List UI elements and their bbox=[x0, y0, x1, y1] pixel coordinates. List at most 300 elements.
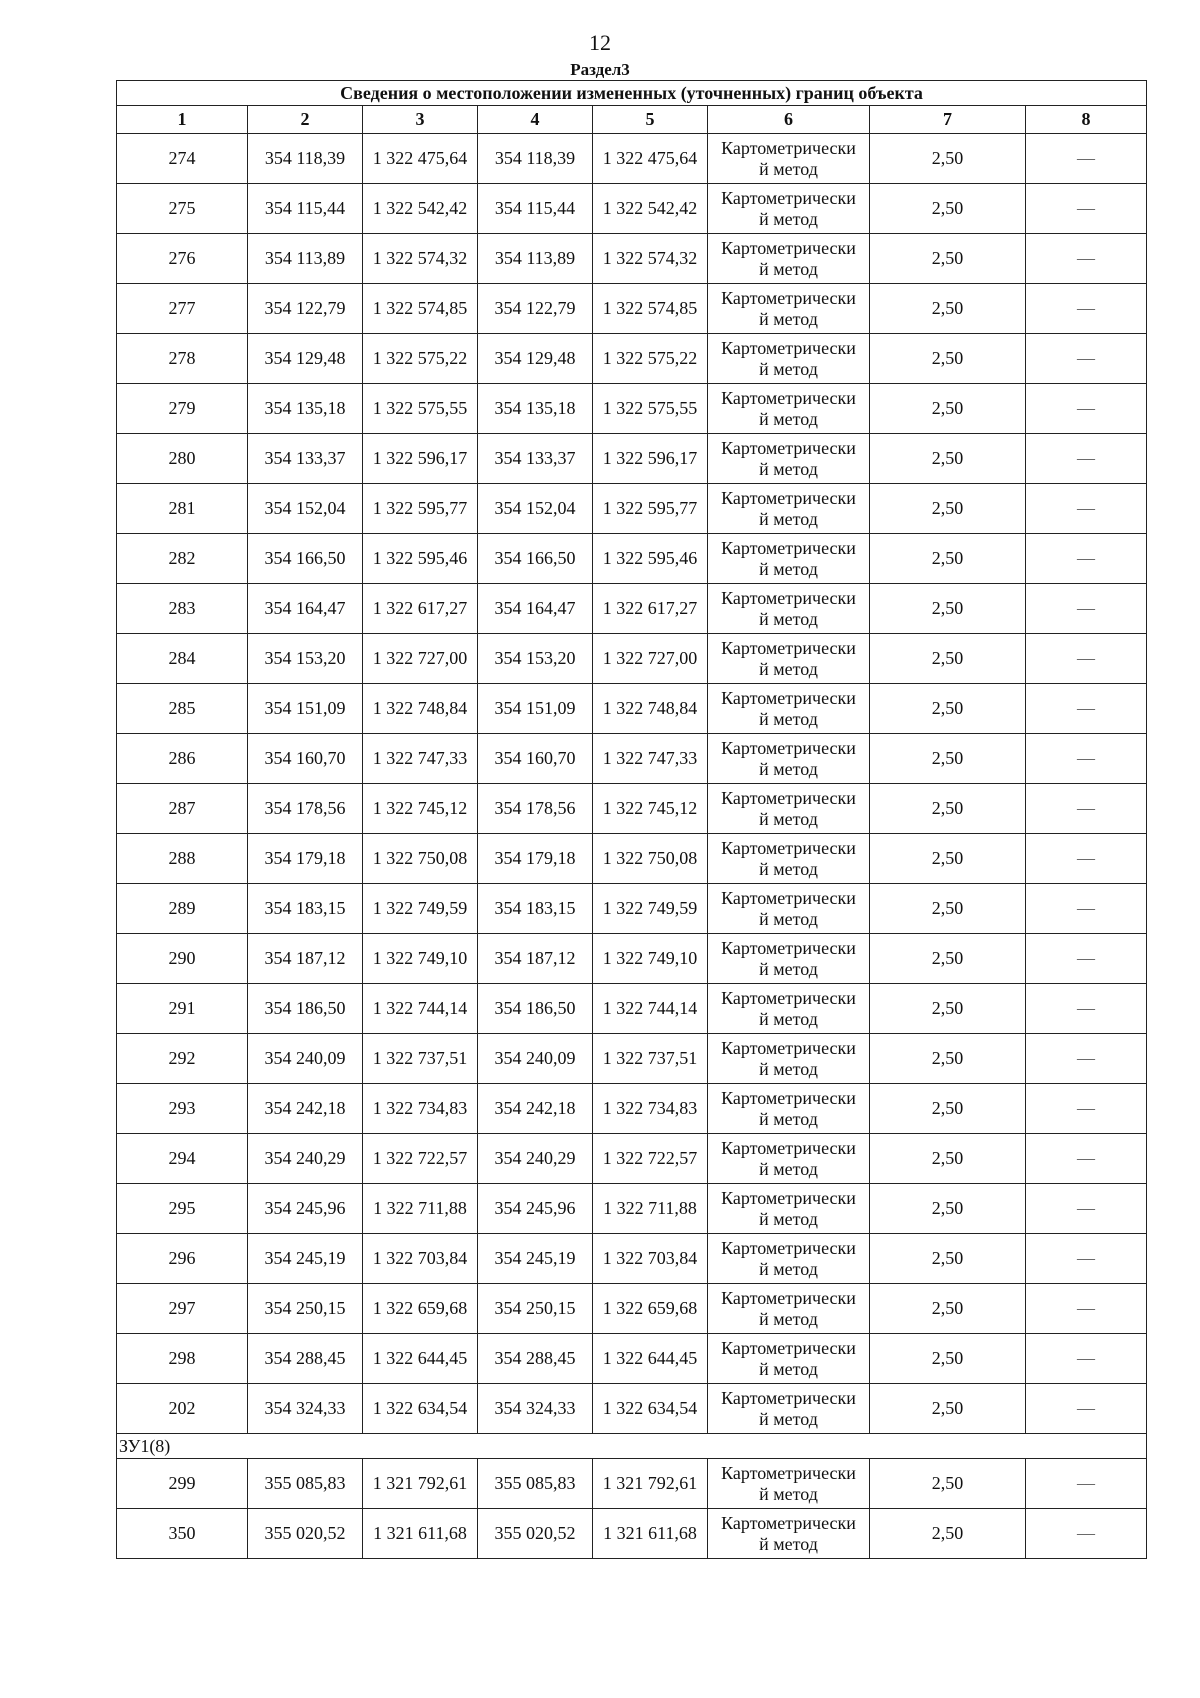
x-new-cell: 354 240,29 bbox=[478, 1134, 593, 1184]
method-cell bbox=[708, 1284, 870, 1334]
table-row bbox=[117, 1134, 1147, 1184]
table-row bbox=[117, 284, 1147, 334]
point-number-cell: 276 bbox=[117, 234, 248, 284]
y-old-cell: 1 322 737,51 bbox=[363, 1034, 478, 1084]
y-new-cell: 1 322 575,22 bbox=[593, 334, 708, 384]
description-cell: — bbox=[1026, 784, 1147, 834]
method-line-2: й метод bbox=[759, 358, 818, 379]
method-line-2: й метод bbox=[759, 708, 818, 729]
x-new-cell: 354 245,96 bbox=[478, 1184, 593, 1234]
point-number-cell: 283 bbox=[117, 584, 248, 634]
x-old-cell: 354 115,44 bbox=[248, 184, 363, 234]
point-number-cell: 275 bbox=[117, 184, 248, 234]
description-cell: — bbox=[1026, 984, 1147, 1034]
point-number-cell: 350 bbox=[117, 1509, 248, 1559]
accuracy-cell: 2,50 bbox=[870, 134, 1026, 184]
point-number-cell: 297 bbox=[117, 1284, 248, 1334]
method-line-2: й метод bbox=[759, 458, 818, 479]
y-new-cell: 1 322 734,83 bbox=[593, 1084, 708, 1134]
x-new-cell: 354 153,20 bbox=[478, 634, 593, 684]
method-cell bbox=[708, 1184, 870, 1234]
y-new-cell: 1 322 727,00 bbox=[593, 634, 708, 684]
y-old-cell: 1 322 634,54 bbox=[363, 1384, 478, 1434]
accuracy-cell: 2,50 bbox=[870, 1334, 1026, 1384]
method-line-2: й метод bbox=[759, 1258, 818, 1279]
point-number-cell: 295 bbox=[117, 1184, 248, 1234]
method-cell bbox=[708, 884, 870, 934]
column-header-5: 5 bbox=[593, 106, 708, 134]
method-line-1: Картометрически bbox=[721, 1087, 856, 1108]
method-line-1: Картометрически bbox=[721, 187, 856, 208]
table-row bbox=[117, 1284, 1147, 1334]
y-old-cell: 1 322 748,84 bbox=[363, 684, 478, 734]
table-title: Сведения о местоположении измененных (уточненных) границ объекта bbox=[117, 81, 1147, 106]
y-new-cell: 1 322 744,14 bbox=[593, 984, 708, 1034]
x-new-cell: 354 166,50 bbox=[478, 534, 593, 584]
accuracy-cell: 2,50 bbox=[870, 484, 1026, 534]
description-cell: — bbox=[1026, 634, 1147, 684]
method-cell bbox=[708, 384, 870, 434]
x-old-cell: 354 129,48 bbox=[248, 334, 363, 384]
description-cell: — bbox=[1026, 1084, 1147, 1134]
x-old-cell: 355 085,83 bbox=[248, 1459, 363, 1509]
x-new-cell: 354 250,15 bbox=[478, 1284, 593, 1334]
y-new-cell: 1 322 745,12 bbox=[593, 784, 708, 834]
method-line-1: Картометрически bbox=[721, 1512, 856, 1533]
point-number-cell: 284 bbox=[117, 634, 248, 684]
y-new-cell: 1 322 595,77 bbox=[593, 484, 708, 534]
table-row bbox=[117, 1459, 1147, 1509]
description-cell: — bbox=[1026, 684, 1147, 734]
accuracy-cell: 2,50 bbox=[870, 884, 1026, 934]
accuracy-cell: 2,50 bbox=[870, 584, 1026, 634]
table-row bbox=[117, 884, 1147, 934]
x-old-cell: 354 179,18 bbox=[248, 834, 363, 884]
method-cell bbox=[708, 334, 870, 384]
x-old-cell: 354 187,12 bbox=[248, 934, 363, 984]
y-old-cell: 1 322 542,42 bbox=[363, 184, 478, 234]
y-old-cell: 1 322 595,77 bbox=[363, 484, 478, 534]
y-old-cell: 1 322 727,00 bbox=[363, 634, 478, 684]
y-old-cell: 1 322 747,33 bbox=[363, 734, 478, 784]
y-old-cell: 1 322 750,08 bbox=[363, 834, 478, 884]
method-line-2: й метод bbox=[759, 1408, 818, 1429]
x-new-cell: 354 133,37 bbox=[478, 434, 593, 484]
x-new-cell: 354 118,39 bbox=[478, 134, 593, 184]
y-new-cell: 1 321 792,61 bbox=[593, 1459, 708, 1509]
x-old-cell: 354 242,18 bbox=[248, 1084, 363, 1134]
x-old-cell: 355 020,52 bbox=[248, 1509, 363, 1559]
table-row bbox=[117, 534, 1147, 584]
y-old-cell: 1 321 792,61 bbox=[363, 1459, 478, 1509]
method-line-2: й метод bbox=[759, 208, 818, 229]
method-line-2: й метод bbox=[759, 658, 818, 679]
method-line-1: Картометрически bbox=[721, 137, 856, 158]
method-line-1: Картометрически bbox=[721, 937, 856, 958]
table-row bbox=[117, 1234, 1147, 1284]
method-cell bbox=[708, 684, 870, 734]
method-line-2: й метод bbox=[759, 408, 818, 429]
description-cell: — bbox=[1026, 384, 1147, 434]
column-header-4: 4 bbox=[478, 106, 593, 134]
table-row bbox=[117, 234, 1147, 284]
y-new-cell: 1 322 747,33 bbox=[593, 734, 708, 784]
x-new-cell: 354 122,79 bbox=[478, 284, 593, 334]
accuracy-cell: 2,50 bbox=[870, 284, 1026, 334]
accuracy-cell: 2,50 bbox=[870, 684, 1026, 734]
section-label: Раздел3 bbox=[570, 60, 630, 79]
x-new-cell: 354 113,89 bbox=[478, 234, 593, 284]
point-number-cell: 282 bbox=[117, 534, 248, 584]
y-old-cell: 1 322 575,55 bbox=[363, 384, 478, 434]
y-new-cell: 1 322 722,57 bbox=[593, 1134, 708, 1184]
description-cell: — bbox=[1026, 884, 1147, 934]
point-number-cell: 289 bbox=[117, 884, 248, 934]
x-old-cell: 354 164,47 bbox=[248, 584, 363, 634]
method-line-1: Картометрически bbox=[721, 737, 856, 758]
y-new-cell: 1 322 748,84 bbox=[593, 684, 708, 734]
method-line-2: й метод bbox=[759, 258, 818, 279]
method-line-1: Картометрически bbox=[721, 237, 856, 258]
x-old-cell: 354 245,96 bbox=[248, 1184, 363, 1234]
accuracy-cell: 2,50 bbox=[870, 834, 1026, 884]
y-new-cell: 1 322 595,46 bbox=[593, 534, 708, 584]
y-new-cell: 1 322 703,84 bbox=[593, 1234, 708, 1284]
table-row bbox=[117, 1184, 1147, 1234]
y-old-cell: 1 322 749,59 bbox=[363, 884, 478, 934]
point-number-cell: 292 bbox=[117, 1034, 248, 1084]
description-cell: — bbox=[1026, 284, 1147, 334]
accuracy-cell: 2,50 bbox=[870, 234, 1026, 284]
table-row bbox=[117, 634, 1147, 684]
description-cell: — bbox=[1026, 584, 1147, 634]
description-cell: — bbox=[1026, 1134, 1147, 1184]
accuracy-cell: 2,50 bbox=[870, 384, 1026, 434]
x-new-cell: 354 129,48 bbox=[478, 334, 593, 384]
method-line-1: Картометрически bbox=[721, 1137, 856, 1158]
accuracy-cell: 2,50 bbox=[870, 184, 1026, 234]
group-row bbox=[117, 1434, 1147, 1459]
column-header-2: 2 bbox=[248, 106, 363, 134]
point-number-cell: 281 bbox=[117, 484, 248, 534]
column-header-row bbox=[117, 106, 1147, 134]
method-cell bbox=[708, 234, 870, 284]
page-number: 12 bbox=[589, 30, 611, 55]
method-cell bbox=[708, 1034, 870, 1084]
x-old-cell: 354 186,50 bbox=[248, 984, 363, 1034]
point-number-cell: 285 bbox=[117, 684, 248, 734]
point-number-cell: 274 bbox=[117, 134, 248, 184]
method-line-1: Картометрически bbox=[721, 1462, 856, 1483]
y-old-cell: 1 321 611,68 bbox=[363, 1509, 478, 1559]
point-number-cell: 280 bbox=[117, 434, 248, 484]
accuracy-cell: 2,50 bbox=[870, 1384, 1026, 1434]
x-old-cell: 354 153,20 bbox=[248, 634, 363, 684]
method-line-1: Картометрически bbox=[721, 487, 856, 508]
description-cell: — bbox=[1026, 534, 1147, 584]
method-cell bbox=[708, 1509, 870, 1559]
method-cell bbox=[708, 584, 870, 634]
x-old-cell: 354 118,39 bbox=[248, 134, 363, 184]
table-row bbox=[117, 334, 1147, 384]
column-header-7: 7 bbox=[870, 106, 1026, 134]
y-new-cell: 1 321 611,68 bbox=[593, 1509, 708, 1559]
method-line-2: й метод bbox=[759, 158, 818, 179]
y-old-cell: 1 322 617,27 bbox=[363, 584, 478, 634]
x-new-cell: 354 324,33 bbox=[478, 1384, 593, 1434]
y-new-cell: 1 322 711,88 bbox=[593, 1184, 708, 1234]
point-number-cell: 299 bbox=[117, 1459, 248, 1509]
table-row bbox=[117, 484, 1147, 534]
description-cell: — bbox=[1026, 1184, 1147, 1234]
method-cell bbox=[708, 834, 870, 884]
y-old-cell: 1 322 575,22 bbox=[363, 334, 478, 384]
method-line-1: Картометрически bbox=[721, 637, 856, 658]
table-row bbox=[117, 834, 1147, 884]
method-line-1: Картометрически bbox=[721, 987, 856, 1008]
method-cell bbox=[708, 734, 870, 784]
point-number-cell: 278 bbox=[117, 334, 248, 384]
accuracy-cell: 2,50 bbox=[870, 1184, 1026, 1234]
y-old-cell: 1 322 475,64 bbox=[363, 134, 478, 184]
method-line-2: й метод bbox=[759, 1158, 818, 1179]
description-cell: — bbox=[1026, 1509, 1147, 1559]
method-line-2: й метод bbox=[759, 808, 818, 829]
method-line-2: й метод bbox=[759, 1533, 818, 1554]
x-old-cell: 354 152,04 bbox=[248, 484, 363, 534]
table-row bbox=[117, 134, 1147, 184]
method-line-1: Картометрически bbox=[721, 587, 856, 608]
method-line-1: Картометрически bbox=[721, 837, 856, 858]
method-line-1: Картометрически bbox=[721, 387, 856, 408]
point-number-cell: 279 bbox=[117, 384, 248, 434]
method-line-1: Картометрически bbox=[721, 1337, 856, 1358]
table-row bbox=[117, 684, 1147, 734]
x-old-cell: 354 151,09 bbox=[248, 684, 363, 734]
x-new-cell: 354 179,18 bbox=[478, 834, 593, 884]
y-new-cell: 1 322 475,64 bbox=[593, 134, 708, 184]
method-cell bbox=[708, 634, 870, 684]
x-old-cell: 354 250,15 bbox=[248, 1284, 363, 1334]
method-line-2: й метод bbox=[759, 558, 818, 579]
point-number-cell: 290 bbox=[117, 934, 248, 984]
accuracy-cell: 2,50 bbox=[870, 784, 1026, 834]
description-cell: — bbox=[1026, 134, 1147, 184]
boundary-coordinates-table bbox=[116, 80, 1147, 1559]
method-cell bbox=[708, 284, 870, 334]
description-cell: — bbox=[1026, 334, 1147, 384]
y-new-cell: 1 322 574,32 bbox=[593, 234, 708, 284]
x-old-cell: 354 240,29 bbox=[248, 1134, 363, 1184]
point-number-cell: 287 bbox=[117, 784, 248, 834]
x-old-cell: 354 166,50 bbox=[248, 534, 363, 584]
x-new-cell: 354 160,70 bbox=[478, 734, 593, 784]
y-old-cell: 1 322 574,85 bbox=[363, 284, 478, 334]
description-cell: — bbox=[1026, 184, 1147, 234]
table-row bbox=[117, 1509, 1147, 1559]
method-line-1: Картометрически bbox=[721, 1237, 856, 1258]
accuracy-cell: 2,50 bbox=[870, 1084, 1026, 1134]
accuracy-cell: 2,50 bbox=[870, 734, 1026, 784]
y-old-cell: 1 322 644,45 bbox=[363, 1334, 478, 1384]
table-row bbox=[117, 584, 1147, 634]
x-new-cell: 354 152,04 bbox=[478, 484, 593, 534]
table-row bbox=[117, 784, 1147, 834]
y-old-cell: 1 322 596,17 bbox=[363, 434, 478, 484]
method-line-1: Картометрически bbox=[721, 337, 856, 358]
x-new-cell: 354 242,18 bbox=[478, 1084, 593, 1134]
method-line-2: й метод bbox=[759, 308, 818, 329]
x-old-cell: 354 135,18 bbox=[248, 384, 363, 434]
point-number-cell: 296 bbox=[117, 1234, 248, 1284]
accuracy-cell: 2,50 bbox=[870, 534, 1026, 584]
method-line-2: й метод bbox=[759, 858, 818, 879]
x-new-cell: 354 187,12 bbox=[478, 934, 593, 984]
y-old-cell: 1 322 749,10 bbox=[363, 934, 478, 984]
method-cell bbox=[708, 534, 870, 584]
method-line-1: Картометрически bbox=[721, 537, 856, 558]
point-number-cell: 277 bbox=[117, 284, 248, 334]
point-number-cell: 294 bbox=[117, 1134, 248, 1184]
table-row bbox=[117, 1384, 1147, 1434]
accuracy-cell: 2,50 bbox=[870, 634, 1026, 684]
method-cell bbox=[708, 434, 870, 484]
method-line-1: Картометрически bbox=[721, 787, 856, 808]
accuracy-cell: 2,50 bbox=[870, 1284, 1026, 1334]
y-new-cell: 1 322 575,55 bbox=[593, 384, 708, 434]
description-cell: — bbox=[1026, 484, 1147, 534]
y-new-cell: 1 322 737,51 bbox=[593, 1034, 708, 1084]
method-line-1: Картометрически bbox=[721, 687, 856, 708]
method-line-1: Картометрически bbox=[721, 1387, 856, 1408]
x-new-cell: 354 183,15 bbox=[478, 884, 593, 934]
table-row bbox=[117, 434, 1147, 484]
accuracy-cell: 2,50 bbox=[870, 1134, 1026, 1184]
point-number-cell: 286 bbox=[117, 734, 248, 784]
method-line-2: й метод bbox=[759, 1208, 818, 1229]
method-line-1: Картометрически bbox=[721, 287, 856, 308]
y-new-cell: 1 322 659,68 bbox=[593, 1284, 708, 1334]
description-cell: — bbox=[1026, 1334, 1147, 1384]
method-cell bbox=[708, 1084, 870, 1134]
method-cell bbox=[708, 1134, 870, 1184]
y-new-cell: 1 322 749,59 bbox=[593, 884, 708, 934]
x-old-cell: 354 183,15 bbox=[248, 884, 363, 934]
y-new-cell: 1 322 634,54 bbox=[593, 1384, 708, 1434]
method-cell bbox=[708, 184, 870, 234]
y-old-cell: 1 322 745,12 bbox=[363, 784, 478, 834]
column-header-3: 3 bbox=[363, 106, 478, 134]
method-line-2: й метод bbox=[759, 908, 818, 929]
x-new-cell: 354 164,47 bbox=[478, 584, 593, 634]
method-line-2: й метод bbox=[759, 758, 818, 779]
description-cell: — bbox=[1026, 1234, 1147, 1284]
y-old-cell: 1 322 711,88 bbox=[363, 1184, 478, 1234]
x-new-cell: 354 115,44 bbox=[478, 184, 593, 234]
description-cell: — bbox=[1026, 934, 1147, 984]
x-new-cell: 355 085,83 bbox=[478, 1459, 593, 1509]
accuracy-cell: 2,50 bbox=[870, 1034, 1026, 1084]
y-old-cell: 1 322 734,83 bbox=[363, 1084, 478, 1134]
table-row bbox=[117, 184, 1147, 234]
method-line-2: й метод bbox=[759, 1008, 818, 1029]
y-old-cell: 1 322 703,84 bbox=[363, 1234, 478, 1284]
x-new-cell: 354 151,09 bbox=[478, 684, 593, 734]
table-row bbox=[117, 934, 1147, 984]
accuracy-cell: 2,50 bbox=[870, 334, 1026, 384]
x-new-cell: 354 240,09 bbox=[478, 1034, 593, 1084]
y-new-cell: 1 322 750,08 bbox=[593, 834, 708, 884]
accuracy-cell: 2,50 bbox=[870, 434, 1026, 484]
description-cell: — bbox=[1026, 1459, 1147, 1509]
y-new-cell: 1 322 644,45 bbox=[593, 1334, 708, 1384]
x-old-cell: 354 113,89 bbox=[248, 234, 363, 284]
method-line-2: й метод bbox=[759, 1358, 818, 1379]
method-line-2: й метод bbox=[759, 1308, 818, 1329]
method-line-2: й метод bbox=[759, 958, 818, 979]
x-old-cell: 354 324,33 bbox=[248, 1384, 363, 1434]
point-number-cell: 288 bbox=[117, 834, 248, 884]
method-cell bbox=[708, 934, 870, 984]
x-old-cell: 354 160,70 bbox=[248, 734, 363, 784]
method-cell bbox=[708, 784, 870, 834]
method-line-1: Картометрически bbox=[721, 437, 856, 458]
method-line-2: й метод bbox=[759, 1108, 818, 1129]
method-cell bbox=[708, 1459, 870, 1509]
method-cell bbox=[708, 1334, 870, 1384]
y-new-cell: 1 322 574,85 bbox=[593, 284, 708, 334]
y-new-cell: 1 322 596,17 bbox=[593, 434, 708, 484]
table-row bbox=[117, 1084, 1147, 1134]
x-old-cell: 354 178,56 bbox=[248, 784, 363, 834]
method-cell bbox=[708, 984, 870, 1034]
x-old-cell: 354 240,09 bbox=[248, 1034, 363, 1084]
table-row bbox=[117, 984, 1147, 1034]
y-old-cell: 1 322 744,14 bbox=[363, 984, 478, 1034]
method-cell bbox=[708, 1234, 870, 1284]
y-old-cell: 1 322 595,46 bbox=[363, 534, 478, 584]
method-line-1: Картометрически bbox=[721, 1037, 856, 1058]
y-old-cell: 1 322 659,68 bbox=[363, 1284, 478, 1334]
x-old-cell: 354 288,45 bbox=[248, 1334, 363, 1384]
method-line-2: й метод bbox=[759, 608, 818, 629]
point-number-cell: 298 bbox=[117, 1334, 248, 1384]
accuracy-cell: 2,50 bbox=[870, 1459, 1026, 1509]
x-new-cell: 354 178,56 bbox=[478, 784, 593, 834]
x-new-cell: 354 186,50 bbox=[478, 984, 593, 1034]
x-old-cell: 354 122,79 bbox=[248, 284, 363, 334]
x-new-cell: 354 288,45 bbox=[478, 1334, 593, 1384]
column-header-1: 1 bbox=[117, 106, 248, 134]
x-old-cell: 354 245,19 bbox=[248, 1234, 363, 1284]
description-cell: — bbox=[1026, 434, 1147, 484]
method-line-2: й метод bbox=[759, 508, 818, 529]
x-new-cell: 354 135,18 bbox=[478, 384, 593, 434]
description-cell: — bbox=[1026, 734, 1147, 784]
method-line-1: Картометрически bbox=[721, 1287, 856, 1308]
y-old-cell: 1 322 722,57 bbox=[363, 1134, 478, 1184]
y-new-cell: 1 322 617,27 bbox=[593, 584, 708, 634]
y-new-cell: 1 322 749,10 bbox=[593, 934, 708, 984]
description-cell: — bbox=[1026, 834, 1147, 884]
table-row bbox=[117, 734, 1147, 784]
x-new-cell: 354 245,19 bbox=[478, 1234, 593, 1284]
accuracy-cell: 2,50 bbox=[870, 984, 1026, 1034]
method-line-2: й метод bbox=[759, 1483, 818, 1504]
point-number-cell: 202 bbox=[117, 1384, 248, 1434]
x-new-cell: 355 020,52 bbox=[478, 1509, 593, 1559]
table-row bbox=[117, 384, 1147, 434]
